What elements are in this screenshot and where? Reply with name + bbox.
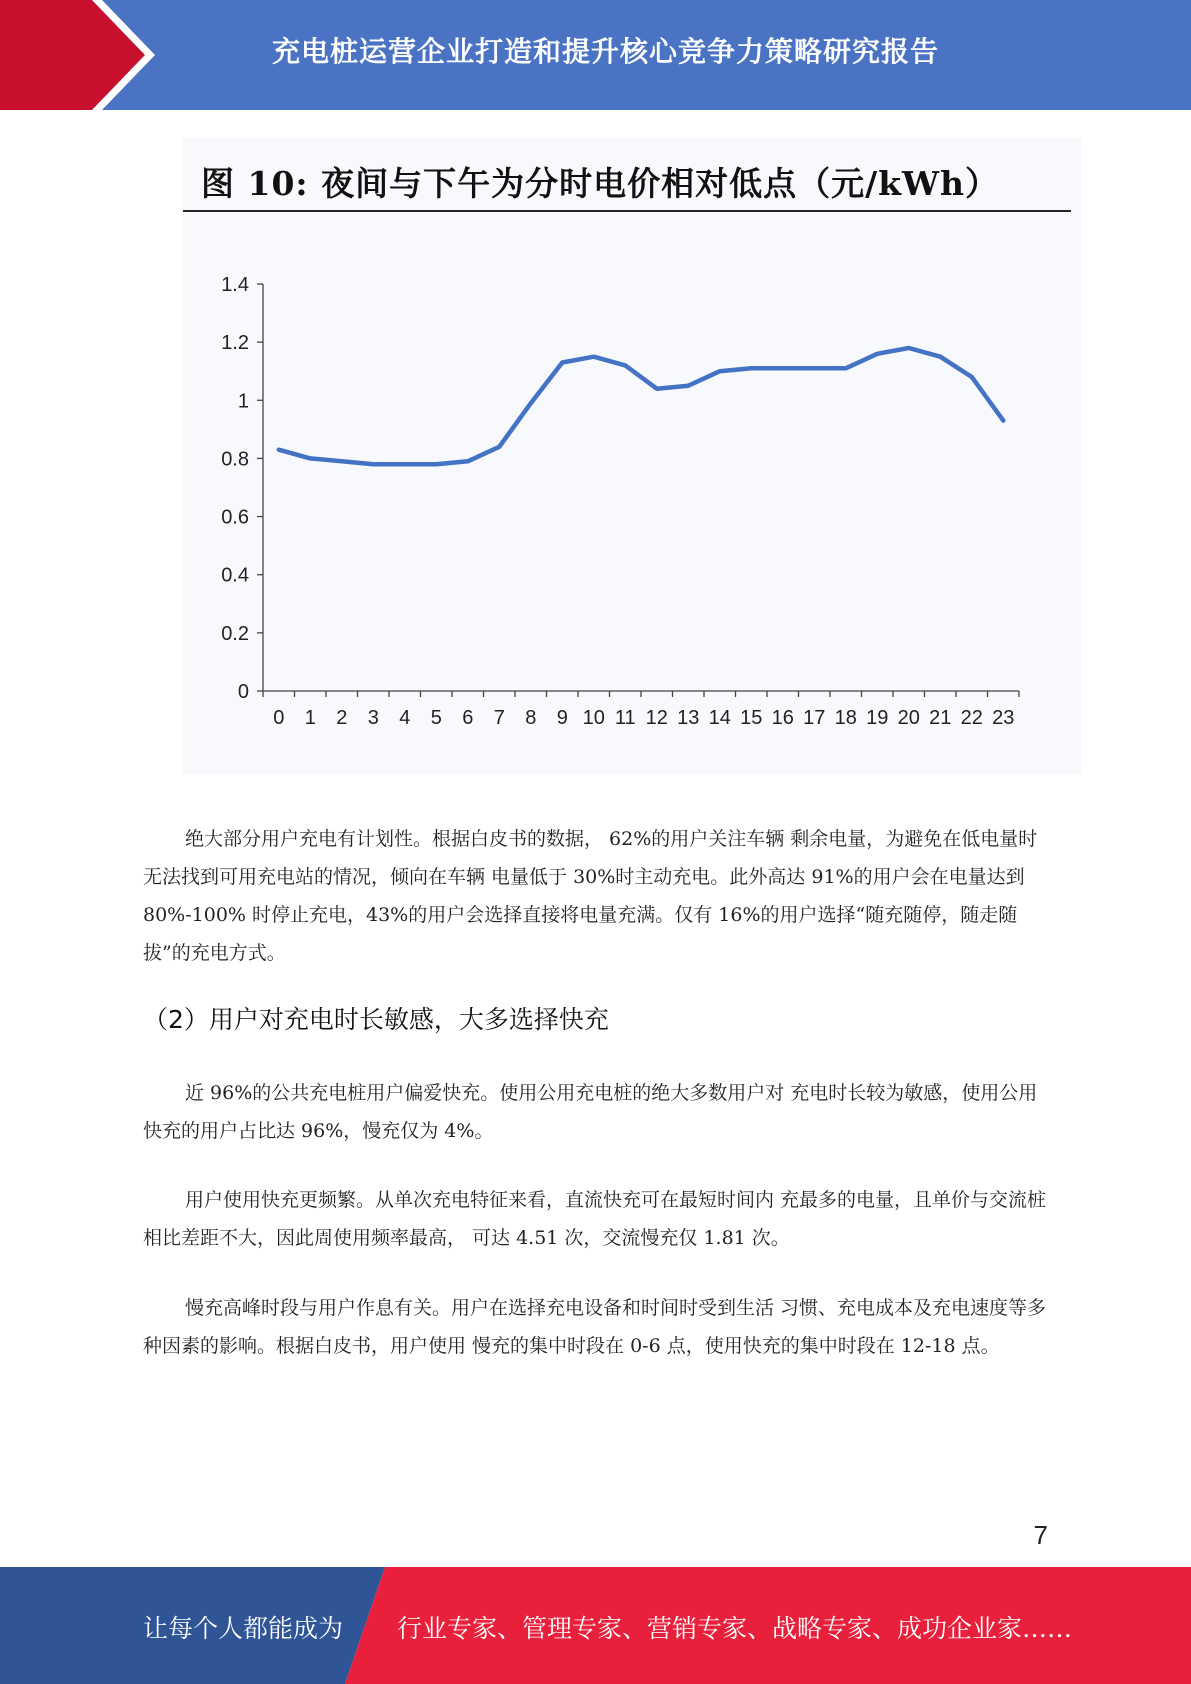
series-line: [279, 348, 1004, 464]
figure-title: 图 10: 夜间与下午为分时电价相对低点（元/kWh）: [201, 164, 1000, 203]
x-tick-label: 22: [960, 707, 983, 729]
x-tick-label: 12: [645, 707, 668, 729]
footer-slogan-right: 行业专家、管理专家、营销专家、战略专家、成功企业家……: [397, 1614, 1073, 1643]
y-tick-label: 1: [237, 390, 249, 413]
x-tick-label: 0: [273, 707, 285, 729]
y-tick-label: 0.8: [221, 448, 249, 471]
paragraph-charging-planning: 绝大部分用户充电有计划性。根据白皮书的数据， 62%的用户关注车辆 剩余电量，为避免在低电量时无法找到可用充电站的情况，倾向在车辆 电量低于 30%时主动充电。此外高达 91%的用户会在电量达到 80%-100% 时停止充电，43%的用户会选择直接将电量充满。仅有 16%的用户选择“随充随停，随走随拔”的充电方式。: [143, 828, 1038, 964]
paragraph-fast-charge-preference: 近 96%的公共充电桩用户偏爱快充。使用公用充电桩的绝大多数用户对 充电时长较为敏感，使用公用快充的用户占比达 96%，慢充仅为 4%。: [143, 1082, 1038, 1142]
paragraph-slow-charge-peak: 慢充高峰时段与用户作息有关。用户在选择充电设备和时间时受到生活 习惯、充电成本及充电速度等多种因素的影响。根据白皮书，用户使用 慢充的集中时段在 0-6 点，使用快充的集中时段在 12-18 点。: [143, 1297, 1047, 1357]
y-tick-label: 1.4: [221, 274, 249, 296]
x-tick-label: 11: [614, 707, 636, 729]
x-tick-label: 9: [556, 707, 568, 729]
paragraph-fast-charge-frequency: 用户使用快充更频繁。从单次充电特征来看，直流快充可在最短时间内 充最多的电量，且单价与交流桩相比差距不大，因此周使用频率最高， 可达 4.51 次，交流慢充仅 1.81 次。: [143, 1189, 1047, 1249]
x-tick-label: 18: [834, 707, 857, 729]
footer-slogan-left: 让每个人都能成为: [143, 1614, 344, 1643]
page-number: 7: [1033, 1520, 1048, 1550]
page-header: [0, 0, 1191, 110]
x-tick-label: 13: [677, 707, 700, 729]
x-tick-label: 7: [493, 707, 505, 729]
x-tick-label: 6: [462, 707, 474, 729]
page-footer: [0, 1567, 1191, 1684]
x-tick-label: 20: [897, 707, 920, 729]
y-tick-label: 0.4: [221, 564, 249, 587]
y-tick-label: 0: [237, 681, 249, 703]
x-tick-label: 23: [992, 707, 1015, 729]
line-chart: [183, 138, 1081, 774]
y-tick-label: 0.2: [221, 622, 249, 645]
y-tick-label: 1.2: [221, 332, 249, 355]
x-tick-label: 5: [430, 707, 442, 729]
section-heading: （2）用户对充电时长敏感，大多选择快充: [143, 1005, 609, 1034]
x-tick-label: 15: [740, 707, 763, 729]
x-tick-label: 1: [304, 707, 316, 729]
x-tick-label: 16: [771, 707, 794, 729]
x-tick-label: 4: [399, 707, 411, 729]
x-tick-label: 21: [929, 707, 952, 729]
figure-10: [183, 138, 1081, 774]
x-tick-label: 19: [866, 707, 889, 729]
y-tick-label: 0.6: [221, 506, 249, 529]
report-title: 充电桩运营企业打造和提升核心竞争力策略研究报告: [271, 35, 939, 68]
x-tick-label: 3: [367, 707, 379, 729]
x-tick-label: 17: [803, 707, 826, 729]
x-tick-label: 10: [582, 707, 605, 729]
x-tick-label: 8: [525, 707, 537, 729]
x-tick-label: 14: [708, 707, 731, 729]
x-tick-label: 2: [336, 707, 348, 729]
